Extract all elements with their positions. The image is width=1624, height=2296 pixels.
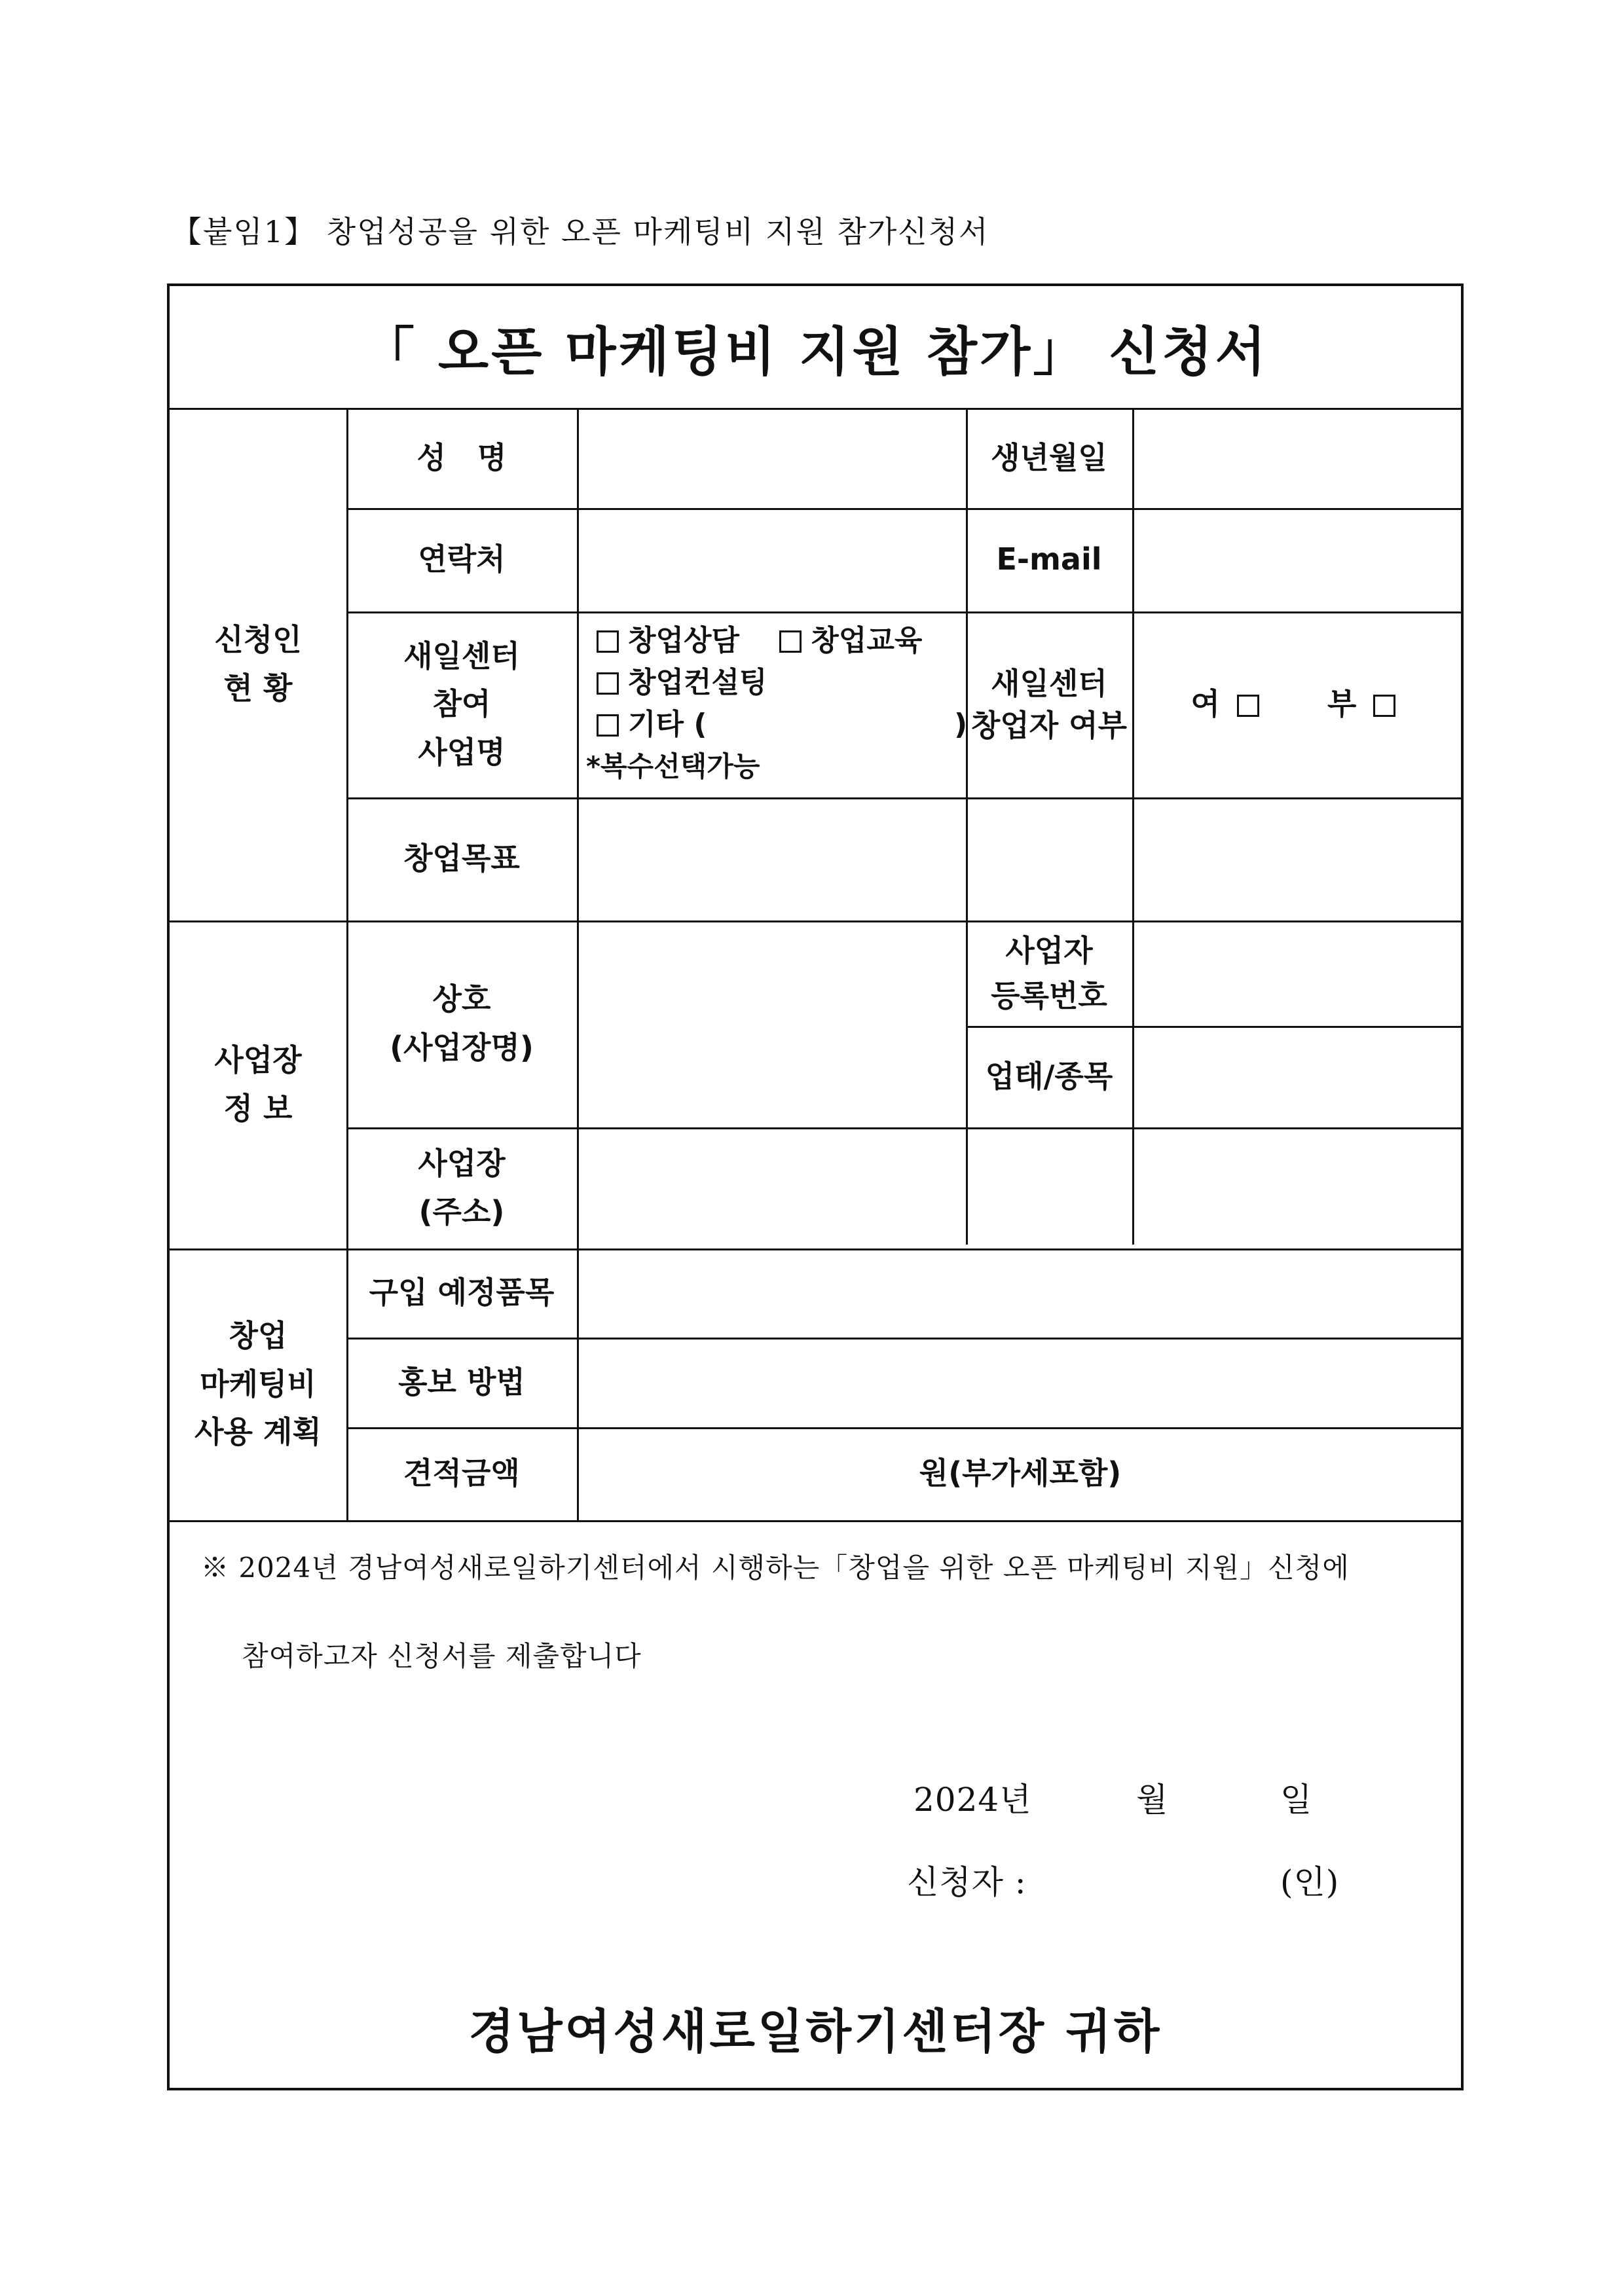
founder-no[interactable] [1327, 680, 1405, 729]
date-day: 일 [1280, 1781, 1313, 1819]
goal-field[interactable] [577, 797, 1464, 920]
form-title: 「 오픈 마케팅비 지원 참가」 신청서 [170, 286, 1461, 410]
program-option-other-label: 기타 ( [628, 708, 707, 741]
grid-line [170, 1520, 1464, 1522]
program-option-education[interactable] [779, 624, 922, 657]
company-label [346, 920, 577, 1127]
founder-options [1132, 611, 1464, 797]
founder-label-text: 새일센터 창업자 여부 [970, 665, 1128, 743]
program-option-consulting-label: 창업컨설팅 [628, 666, 767, 699]
checkbox-icon[interactable] [779, 630, 802, 653]
company-label-text: 상호 (사업장명) [390, 981, 534, 1065]
attachment-title: 【붙임1】 창업성공을 위한 오픈 마케팅비 지원 참가신청서 [172, 214, 989, 249]
contact-field[interactable] [577, 508, 966, 611]
section-plan [170, 1248, 346, 1520]
estimate-label: 견적금액 [403, 1455, 520, 1491]
checkbox-icon[interactable] [597, 672, 619, 695]
program-label-text: 새일센터 참여 사업명 [403, 638, 520, 770]
checkbox-icon[interactable] [1237, 695, 1259, 717]
section-business [170, 920, 346, 1248]
name-label: 성 명 [416, 439, 507, 475]
items-field[interactable] [577, 1248, 1464, 1338]
signature-seal: (인) [1280, 1863, 1340, 1901]
program-label [346, 611, 577, 797]
birth-field[interactable] [1132, 408, 1464, 508]
multi-select-note: *복수선택가능 [586, 750, 760, 782]
reg-no-label-text: 사업자 등록번호 [991, 932, 1107, 1013]
company-field[interactable] [577, 920, 966, 1127]
checkbox-icon[interactable] [1373, 695, 1395, 717]
addressee: 경남여성새로일하기센터장 귀하 [468, 2004, 1162, 2059]
program-option-row [597, 620, 922, 662]
program-option-consult[interactable] [597, 624, 739, 657]
address-label-text: 사업장 (주소) [418, 1145, 506, 1230]
biz-type-label: 업태/종목 [985, 1058, 1113, 1094]
founder-label [966, 611, 1132, 797]
estimate-field[interactable]: 원(부가세포함) [919, 1455, 1122, 1491]
application-form [167, 283, 1464, 2090]
signature-label: 신청자 : [907, 1863, 1027, 1901]
program-option-education-label: 창업교육 [811, 624, 923, 657]
founder-yes[interactable] [1191, 680, 1268, 729]
declaration-line2: 참여하고자 신청서를 제출합니다 [242, 1640, 642, 1672]
address-label [346, 1127, 577, 1248]
founder-yes-label: 여 [1190, 686, 1220, 722]
birth-label: 생년월일 [991, 439, 1107, 475]
program-option-other-close: ) [954, 708, 968, 741]
biz-type-field[interactable] [1132, 1026, 1464, 1127]
email-label: E-mail [996, 541, 1102, 577]
founder-no-label: 부 [1327, 686, 1357, 722]
promo-label: 홍보 방법 [398, 1364, 525, 1400]
date-year: 2024년 [913, 1781, 1032, 1819]
email-field[interactable] [1132, 508, 1464, 611]
declaration-line1: ※ 2024년 경남여성새로일하기센터에서 시행하는「창업을 위한 오픈 마케팅비 지원」신청에 [201, 1552, 1350, 1584]
name-field[interactable] [577, 408, 966, 508]
contact-label: 연락처 [418, 541, 506, 577]
signature-field[interactable] [1060, 1856, 1257, 1895]
section-business-label: 사업장 정 보 [214, 1042, 302, 1126]
program-options [586, 620, 923, 788]
date-month: 월 [1136, 1781, 1169, 1819]
section-plan-label: 창업 마케팅비 사용 계획 [194, 1318, 322, 1450]
program-option-consulting[interactable] [597, 662, 922, 704]
program-option-consult-label: 창업상담 [628, 624, 740, 657]
reg-no-field[interactable] [1132, 920, 1464, 1026]
goal-label: 창업목표 [403, 841, 520, 877]
section-applicant [170, 408, 346, 920]
program-option-other[interactable] [597, 704, 922, 746]
checkbox-icon[interactable] [597, 630, 619, 653]
reg-no-label [966, 920, 1132, 1026]
address-field[interactable] [577, 1127, 1464, 1248]
checkbox-icon[interactable] [597, 714, 619, 737]
promo-field[interactable] [577, 1338, 1464, 1427]
section-applicant-label: 신청인 현 황 [214, 621, 302, 706]
items-label: 구입 예정품목 [369, 1275, 555, 1311]
